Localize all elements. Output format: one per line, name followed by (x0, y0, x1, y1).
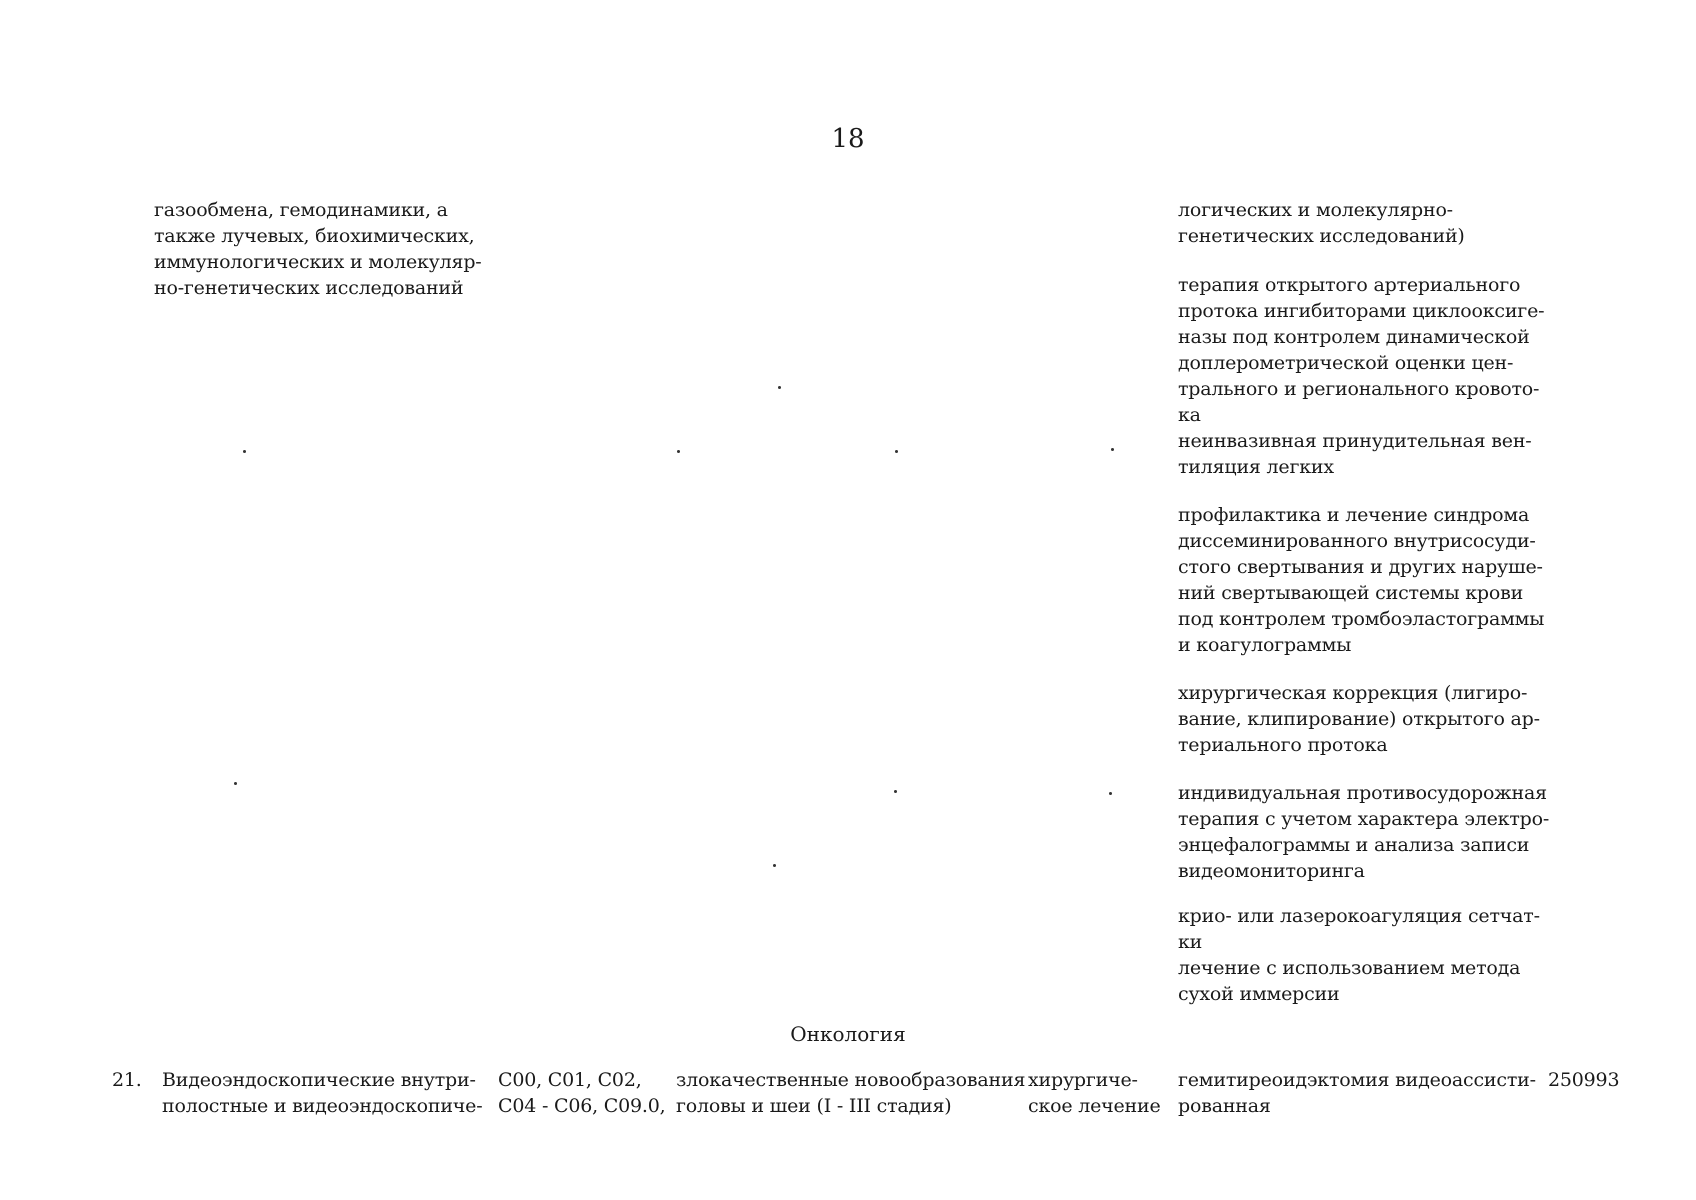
text-line: ки (1178, 931, 1203, 953)
text-line: хирургиче- (1028, 1069, 1138, 1091)
scan-speck (234, 782, 237, 785)
text-line: назы под контролем динамической (1178, 326, 1530, 348)
text-line: C04 - C06, C09.0, (498, 1095, 666, 1117)
text-line: но-генетических исследований (154, 277, 464, 299)
model-continuation-text (154, 197, 482, 301)
text-line: видеомониторинга (1178, 860, 1365, 882)
method-paragraph (1178, 502, 1558, 658)
text-line: логических и молекулярно- (1178, 199, 1453, 221)
page-number: 18 (831, 124, 865, 154)
method-paragraph (1178, 780, 1558, 884)
section-heading: Онкология (790, 1022, 906, 1046)
text-line: неинвазивная принудительная вен- (1178, 430, 1532, 452)
text-line: доплерометрической оценки цен- (1178, 352, 1514, 374)
text-line: рованная (1178, 1095, 1271, 1117)
text-line: энцефалограммы и анализа записи (1178, 834, 1530, 856)
icd-codes (498, 1067, 666, 1119)
text-line: терапия открытого артериального (1178, 274, 1521, 296)
text-line: иммунологических и молекуляр- (154, 251, 482, 273)
text-line: генетических исследований) (1178, 225, 1465, 247)
text-line: ний свертывающей системы крови (1178, 582, 1524, 604)
text-line: стого свертывания и других наруше- (1178, 556, 1543, 578)
patient-model (676, 1067, 1025, 1119)
text-line: полостные и видеоэндоскопиче- (162, 1095, 483, 1117)
table-row (0, 1067, 1696, 1127)
treatment-type (1028, 1067, 1161, 1119)
text-line: и коагулограммы (1178, 634, 1352, 656)
text-line: также лучевых, биохимических, (154, 225, 475, 247)
text-line: диссеминированного внутрисосуди- (1178, 530, 1536, 552)
method-paragraph (1178, 428, 1558, 480)
text-line: вание, клипирование) открытого ар- (1178, 708, 1540, 730)
text-line: Видеоэндоскопические внутри- (162, 1069, 476, 1091)
text-line: трального и регионального кровото- (1178, 378, 1540, 400)
method-paragraph (1178, 903, 1558, 955)
scan-speck (1111, 448, 1114, 451)
text-line: крио- или лазерокоагуляция сетчат- (1178, 905, 1540, 927)
cost-value: 250993 (1548, 1069, 1620, 1091)
method-paragraph (1178, 680, 1558, 758)
method-paragraph (1178, 197, 1558, 249)
row-number: 21. (112, 1069, 142, 1091)
text-line: лечение с использованием метода (1178, 957, 1521, 979)
text-line: ское лечение (1028, 1095, 1161, 1117)
text-line: териального протока (1178, 734, 1388, 756)
scan-speck (243, 450, 246, 453)
text-line: газообмена, гемодинамики, а (154, 199, 448, 221)
scan-speck (778, 386, 781, 389)
text-line: терапия с учетом характера электро- (1178, 808, 1550, 830)
text-line: сухой иммерсии (1178, 983, 1340, 1005)
text-line: под контролем тромбоэластограммы (1178, 608, 1545, 630)
text-line: C00, C01, C02, (498, 1069, 642, 1091)
text-line: головы и шеи (I - III стадия) (676, 1095, 952, 1117)
text-line: ка (1178, 404, 1201, 426)
scan-speck (894, 790, 897, 793)
text-line: хирургическая коррекция (лигиро- (1178, 682, 1528, 704)
method-paragraph (1178, 272, 1558, 428)
treatment-method (1178, 1067, 1536, 1119)
scan-speck (773, 864, 776, 867)
method-paragraph (1178, 955, 1558, 1007)
text-line: профилактика и лечение синдрома (1178, 504, 1530, 526)
scan-speck (895, 450, 898, 453)
text-line: злокачественные новообразования (676, 1069, 1026, 1091)
text-line: протока ингибиторами циклооксиге- (1178, 300, 1545, 322)
scan-speck (1109, 792, 1112, 795)
text-line: тиляция легких (1178, 456, 1334, 478)
care-type-name (162, 1067, 482, 1119)
text-line: индивидуальная противосудорожная (1178, 782, 1547, 804)
scan-speck (677, 450, 680, 453)
text-line: гемитиреоидэктомия видеоассисти- (1178, 1069, 1536, 1091)
